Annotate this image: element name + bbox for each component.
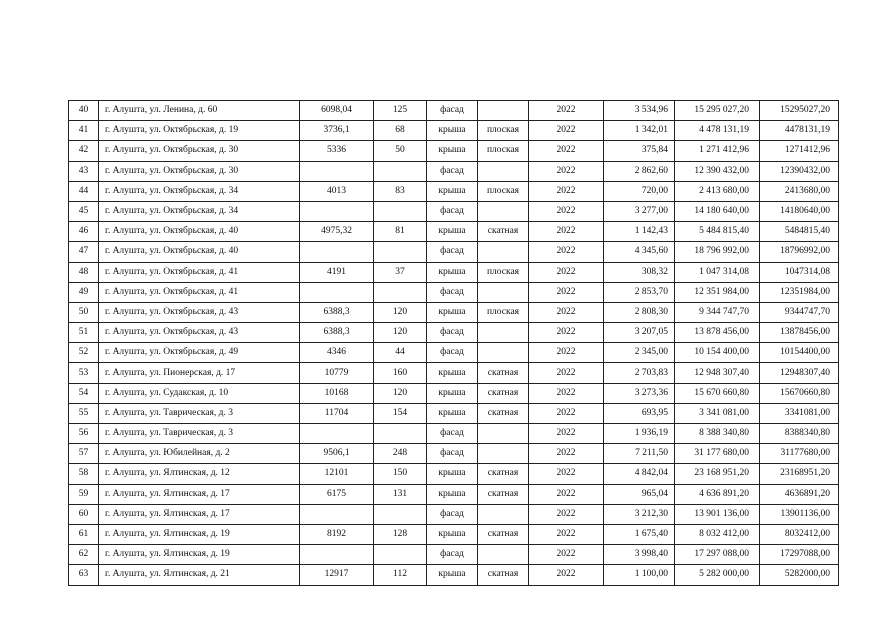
- element-cell: фасад: [427, 424, 478, 444]
- table-row: [69, 302, 839, 322]
- area-cell: 3736,1: [300, 121, 374, 141]
- year-cell: 2022: [529, 101, 604, 121]
- year-cell: 2022: [529, 524, 604, 544]
- area-cell: 4191: [300, 262, 374, 282]
- table-row: [69, 464, 839, 484]
- volume-cell: 1 142,43: [604, 222, 675, 242]
- table-row: [69, 444, 839, 464]
- row-number-cell: 46: [69, 222, 99, 242]
- address-cell: г. Алушта, ул. Октябрьская, д. 43: [99, 302, 300, 322]
- volume-cell: 720,00: [604, 181, 675, 201]
- area-cell: 11704: [300, 403, 374, 423]
- area-cell: 10168: [300, 383, 374, 403]
- table-row: [69, 565, 839, 585]
- roof-type-cell: [478, 504, 529, 524]
- year-cell: 2022: [529, 545, 604, 565]
- count-cell: [374, 545, 427, 565]
- total-cell: 12390432,00: [760, 161, 839, 181]
- count-cell: 128: [374, 524, 427, 544]
- table-row: [69, 424, 839, 444]
- table-row: [69, 222, 839, 242]
- count-cell: 150: [374, 464, 427, 484]
- total-cell: 10154400,00: [760, 343, 839, 363]
- cost-cell: 13 878 456,00: [675, 323, 760, 343]
- table-row: [69, 101, 839, 121]
- count-cell: 248: [374, 444, 427, 464]
- total-cell: 8388340,80: [760, 424, 839, 444]
- cost-cell: 13 901 136,00: [675, 504, 760, 524]
- year-cell: 2022: [529, 222, 604, 242]
- volume-cell: 3 273,36: [604, 383, 675, 403]
- row-number-cell: 52: [69, 343, 99, 363]
- roof-type-cell: плоская: [478, 181, 529, 201]
- area-cell: 4013: [300, 181, 374, 201]
- cost-cell: 8 032 412,00: [675, 524, 760, 544]
- volume-cell: 308,32: [604, 262, 675, 282]
- row-number-cell: 50: [69, 302, 99, 322]
- row-number-cell: 49: [69, 282, 99, 302]
- row-number-cell: 63: [69, 565, 99, 585]
- element-cell: крыша: [427, 222, 478, 242]
- table-row: [69, 484, 839, 504]
- address-cell: г. Алушта, ул. Таврическая, д. 3: [99, 403, 300, 423]
- roof-type-cell: скатная: [478, 464, 529, 484]
- roof-type-cell: плоская: [478, 262, 529, 282]
- roof-type-cell: [478, 323, 529, 343]
- roof-type-cell: скатная: [478, 403, 529, 423]
- area-cell: 6098,04: [300, 101, 374, 121]
- table-row: [69, 201, 839, 221]
- repair-schedule-table: [68, 100, 839, 586]
- year-cell: 2022: [529, 444, 604, 464]
- table-row: [69, 282, 839, 302]
- row-number-cell: 43: [69, 161, 99, 181]
- row-number-cell: 45: [69, 201, 99, 221]
- element-cell: крыша: [427, 262, 478, 282]
- volume-cell: 4 345,60: [604, 242, 675, 262]
- element-cell: крыша: [427, 181, 478, 201]
- cost-cell: 4 636 891,20: [675, 484, 760, 504]
- address-cell: г. Алушта, ул. Ялтинская, д. 19: [99, 545, 300, 565]
- count-cell: [374, 282, 427, 302]
- area-cell: 4346: [300, 343, 374, 363]
- row-number-cell: 60: [69, 504, 99, 524]
- row-number-cell: 41: [69, 121, 99, 141]
- cost-cell: 4 478 131,19: [675, 121, 760, 141]
- total-cell: 12948307,40: [760, 363, 839, 383]
- area-cell: 12101: [300, 464, 374, 484]
- roof-type-cell: плоская: [478, 121, 529, 141]
- total-cell: 12351984,00: [760, 282, 839, 302]
- total-cell: 3341081,00: [760, 403, 839, 423]
- count-cell: 125: [374, 101, 427, 121]
- total-cell: 2413680,00: [760, 181, 839, 201]
- total-cell: 4478131,19: [760, 121, 839, 141]
- cost-cell: 5 282 000,00: [675, 565, 760, 585]
- table-row: [69, 383, 839, 403]
- cost-cell: 14 180 640,00: [675, 201, 760, 221]
- cost-cell: 15 295 027,20: [675, 101, 760, 121]
- count-cell: 37: [374, 262, 427, 282]
- address-cell: г. Алушта, ул. Октябрьская, д. 40: [99, 242, 300, 262]
- roof-type-cell: скатная: [478, 222, 529, 242]
- address-cell: г. Алушта, ул. Ялтинская, д. 19: [99, 524, 300, 544]
- year-cell: 2022: [529, 403, 604, 423]
- year-cell: 2022: [529, 262, 604, 282]
- total-cell: 31177680,00: [760, 444, 839, 464]
- year-cell: 2022: [529, 484, 604, 504]
- roof-type-cell: скатная: [478, 363, 529, 383]
- total-cell: 15670660,80: [760, 383, 839, 403]
- row-number-cell: 59: [69, 484, 99, 504]
- address-cell: г. Алушта, ул. Октябрьская, д. 30: [99, 141, 300, 161]
- year-cell: 2022: [529, 181, 604, 201]
- table-row: [69, 323, 839, 343]
- volume-cell: 2 703,83: [604, 363, 675, 383]
- cost-cell: 8 388 340,80: [675, 424, 760, 444]
- element-cell: крыша: [427, 403, 478, 423]
- roof-type-cell: [478, 444, 529, 464]
- volume-cell: 1 342,01: [604, 121, 675, 141]
- element-cell: фасад: [427, 323, 478, 343]
- address-cell: г. Алушта, ул. Ялтинская, д. 17: [99, 484, 300, 504]
- area-cell: 8192: [300, 524, 374, 544]
- year-cell: 2022: [529, 201, 604, 221]
- area-cell: [300, 282, 374, 302]
- cost-cell: 3 341 081,00: [675, 403, 760, 423]
- volume-cell: 4 842,04: [604, 464, 675, 484]
- volume-cell: 3 207,05: [604, 323, 675, 343]
- total-cell: 9344747,70: [760, 302, 839, 322]
- area-cell: [300, 201, 374, 221]
- row-number-cell: 51: [69, 323, 99, 343]
- volume-cell: 693,95: [604, 403, 675, 423]
- element-cell: фасад: [427, 201, 478, 221]
- cost-cell: 9 344 747,70: [675, 302, 760, 322]
- volume-cell: 3 534,96: [604, 101, 675, 121]
- cost-cell: 12 948 307,40: [675, 363, 760, 383]
- total-cell: 18796992,00: [760, 242, 839, 262]
- count-cell: [374, 201, 427, 221]
- address-cell: г. Алушта, ул. Юбилейная, д. 2: [99, 444, 300, 464]
- roof-type-cell: [478, 242, 529, 262]
- row-number-cell: 61: [69, 524, 99, 544]
- count-cell: 83: [374, 181, 427, 201]
- row-number-cell: 42: [69, 141, 99, 161]
- row-number-cell: 56: [69, 424, 99, 444]
- volume-cell: 2 853,70: [604, 282, 675, 302]
- address-cell: г. Алушта, ул. Пионерская, д. 17: [99, 363, 300, 383]
- row-number-cell: 58: [69, 464, 99, 484]
- element-cell: крыша: [427, 141, 478, 161]
- element-cell: крыша: [427, 524, 478, 544]
- roof-type-cell: [478, 545, 529, 565]
- row-number-cell: 53: [69, 363, 99, 383]
- total-cell: 13878456,00: [760, 323, 839, 343]
- total-cell: 13901136,00: [760, 504, 839, 524]
- roof-type-cell: скатная: [478, 524, 529, 544]
- area-cell: [300, 545, 374, 565]
- volume-cell: 1 936,19: [604, 424, 675, 444]
- address-cell: г. Алушта, ул. Октябрьская, д. 30: [99, 161, 300, 181]
- cost-cell: 12 351 984,00: [675, 282, 760, 302]
- area-cell: 6388,3: [300, 323, 374, 343]
- address-cell: г. Алушта, ул. Судакская, д. 10: [99, 383, 300, 403]
- area-cell: [300, 504, 374, 524]
- count-cell: 81: [374, 222, 427, 242]
- element-cell: крыша: [427, 121, 478, 141]
- cost-cell: 12 390 432,00: [675, 161, 760, 181]
- count-cell: 50: [374, 141, 427, 161]
- roof-type-cell: [478, 282, 529, 302]
- count-cell: [374, 504, 427, 524]
- roof-type-cell: скатная: [478, 383, 529, 403]
- count-cell: 120: [374, 302, 427, 322]
- address-cell: г. Алушта, ул. Октябрьская, д. 40: [99, 222, 300, 242]
- address-cell: г. Алушта, ул. Ялтинская, д. 21: [99, 565, 300, 585]
- row-number-cell: 62: [69, 545, 99, 565]
- total-cell: 8032412,00: [760, 524, 839, 544]
- document-page: [68, 100, 838, 586]
- total-cell: 15295027,20: [760, 101, 839, 121]
- total-cell: 14180640,00: [760, 201, 839, 221]
- row-number-cell: 57: [69, 444, 99, 464]
- table-row: [69, 343, 839, 363]
- total-cell: 5282000,00: [760, 565, 839, 585]
- table-row: [69, 141, 839, 161]
- element-cell: фасад: [427, 161, 478, 181]
- total-cell: 4636891,20: [760, 484, 839, 504]
- year-cell: 2022: [529, 121, 604, 141]
- table-row: [69, 524, 839, 544]
- total-cell: 17297088,00: [760, 545, 839, 565]
- cost-cell: 5 484 815,40: [675, 222, 760, 242]
- table-row: [69, 121, 839, 141]
- year-cell: 2022: [529, 161, 604, 181]
- cost-cell: 23 168 951,20: [675, 464, 760, 484]
- year-cell: 2022: [529, 323, 604, 343]
- area-cell: 12917: [300, 565, 374, 585]
- table-row: [69, 161, 839, 181]
- address-cell: г. Алушта, ул. Октябрьская, д. 41: [99, 282, 300, 302]
- total-cell: 23168951,20: [760, 464, 839, 484]
- total-cell: 1047314,08: [760, 262, 839, 282]
- year-cell: 2022: [529, 504, 604, 524]
- element-cell: фасад: [427, 545, 478, 565]
- area-cell: 9506,1: [300, 444, 374, 464]
- count-cell: 68: [374, 121, 427, 141]
- year-cell: 2022: [529, 565, 604, 585]
- cost-cell: 2 413 680,00: [675, 181, 760, 201]
- row-number-cell: 48: [69, 262, 99, 282]
- count-cell: 160: [374, 363, 427, 383]
- count-cell: 112: [374, 565, 427, 585]
- address-cell: г. Алушта, ул. Октябрьская, д. 43: [99, 323, 300, 343]
- address-cell: г. Алушта, ул. Октябрьская, д. 49: [99, 343, 300, 363]
- year-cell: 2022: [529, 282, 604, 302]
- volume-cell: 375,84: [604, 141, 675, 161]
- volume-cell: 3 277,00: [604, 201, 675, 221]
- table-row: [69, 403, 839, 423]
- area-cell: 6175: [300, 484, 374, 504]
- year-cell: 2022: [529, 383, 604, 403]
- address-cell: г. Алушта, ул. Октябрьская, д. 34: [99, 201, 300, 221]
- volume-cell: 2 345,00: [604, 343, 675, 363]
- area-cell: 5336: [300, 141, 374, 161]
- volume-cell: 2 862,60: [604, 161, 675, 181]
- year-cell: 2022: [529, 302, 604, 322]
- address-cell: г. Алушта, ул. Таврическая, д. 3: [99, 424, 300, 444]
- roof-type-cell: [478, 101, 529, 121]
- roof-type-cell: плоская: [478, 141, 529, 161]
- table-row: [69, 181, 839, 201]
- count-cell: [374, 424, 427, 444]
- count-cell: 120: [374, 383, 427, 403]
- year-cell: 2022: [529, 141, 604, 161]
- row-number-cell: 54: [69, 383, 99, 403]
- roof-type-cell: скатная: [478, 484, 529, 504]
- element-cell: фасад: [427, 242, 478, 262]
- roof-type-cell: скатная: [478, 565, 529, 585]
- table-body: [69, 101, 839, 586]
- volume-cell: 1 675,40: [604, 524, 675, 544]
- roof-type-cell: [478, 343, 529, 363]
- row-number-cell: 44: [69, 181, 99, 201]
- volume-cell: 965,04: [604, 484, 675, 504]
- address-cell: г. Алушта, ул. Ялтинская, д. 17: [99, 504, 300, 524]
- cost-cell: 31 177 680,00: [675, 444, 760, 464]
- area-cell: [300, 161, 374, 181]
- total-cell: 5484815,40: [760, 222, 839, 242]
- area-cell: 4975,32: [300, 222, 374, 242]
- element-cell: крыша: [427, 363, 478, 383]
- count-cell: [374, 161, 427, 181]
- volume-cell: 1 100,00: [604, 565, 675, 585]
- element-cell: крыша: [427, 464, 478, 484]
- element-cell: фасад: [427, 504, 478, 524]
- table-row: [69, 363, 839, 383]
- row-number-cell: 47: [69, 242, 99, 262]
- volume-cell: 2 808,30: [604, 302, 675, 322]
- address-cell: г. Алушта, ул. Октябрьская, д. 34: [99, 181, 300, 201]
- address-cell: г. Алушта, ул. Октябрьская, д. 41: [99, 262, 300, 282]
- volume-cell: 3 998,40: [604, 545, 675, 565]
- year-cell: 2022: [529, 242, 604, 262]
- element-cell: крыша: [427, 565, 478, 585]
- element-cell: фасад: [427, 101, 478, 121]
- element-cell: фасад: [427, 343, 478, 363]
- area-cell: [300, 242, 374, 262]
- count-cell: [374, 242, 427, 262]
- table-row: [69, 504, 839, 524]
- area-cell: [300, 424, 374, 444]
- volume-cell: 7 211,50: [604, 444, 675, 464]
- cost-cell: 10 154 400,00: [675, 343, 760, 363]
- year-cell: 2022: [529, 464, 604, 484]
- count-cell: 44: [374, 343, 427, 363]
- count-cell: 131: [374, 484, 427, 504]
- roof-type-cell: плоская: [478, 302, 529, 322]
- roof-type-cell: [478, 424, 529, 444]
- cost-cell: 15 670 660,80: [675, 383, 760, 403]
- year-cell: 2022: [529, 424, 604, 444]
- cost-cell: 1 047 314,08: [675, 262, 760, 282]
- address-cell: г. Алушта, ул. Октябрьская, д. 19: [99, 121, 300, 141]
- table-row: [69, 242, 839, 262]
- year-cell: 2022: [529, 343, 604, 363]
- count-cell: 120: [374, 323, 427, 343]
- element-cell: фасад: [427, 444, 478, 464]
- area-cell: 6388,3: [300, 302, 374, 322]
- volume-cell: 3 212,30: [604, 504, 675, 524]
- table-row: [69, 545, 839, 565]
- element-cell: крыша: [427, 383, 478, 403]
- total-cell: 1271412,96: [760, 141, 839, 161]
- address-cell: г. Алушта, ул. Ленина, д. 60: [99, 101, 300, 121]
- area-cell: 10779: [300, 363, 374, 383]
- element-cell: крыша: [427, 484, 478, 504]
- cost-cell: 17 297 088,00: [675, 545, 760, 565]
- count-cell: 154: [374, 403, 427, 423]
- table-row: [69, 262, 839, 282]
- cost-cell: 1 271 412,96: [675, 141, 760, 161]
- year-cell: 2022: [529, 363, 604, 383]
- element-cell: крыша: [427, 302, 478, 322]
- roof-type-cell: [478, 201, 529, 221]
- roof-type-cell: [478, 161, 529, 181]
- element-cell: фасад: [427, 282, 478, 302]
- cost-cell: 18 796 992,00: [675, 242, 760, 262]
- row-number-cell: 55: [69, 403, 99, 423]
- address-cell: г. Алушта, ул. Ялтинская, д. 12: [99, 464, 300, 484]
- row-number-cell: 40: [69, 101, 99, 121]
